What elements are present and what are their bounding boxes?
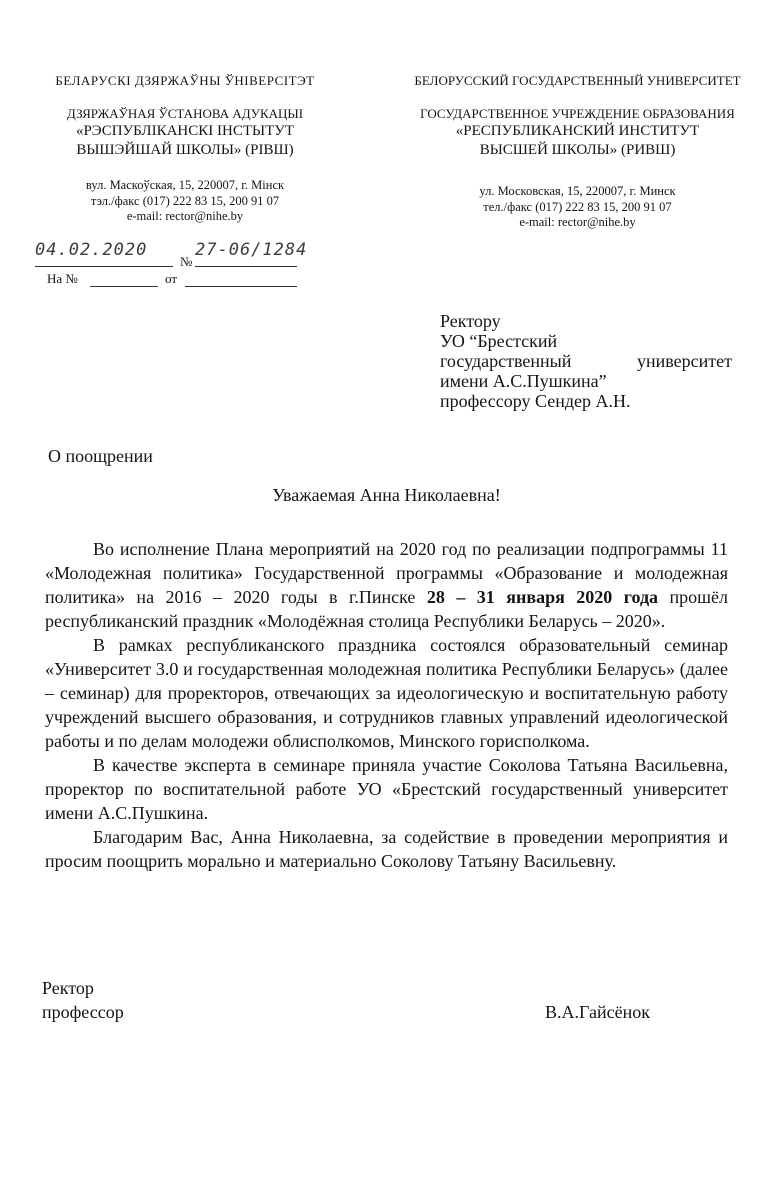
- body-p1-text-b: прошёл республиканский праздник «Молодёжная столица Республики Беларусь – 2020».: [45, 587, 728, 631]
- header-ru-email: e-mail: rector@nihe.by: [519, 215, 636, 229]
- header-ru-university: БЕЛОРУССКИЙ ГОСУДАРСТВЕННЫЙ УНИВЕРСИТЕТ: [414, 73, 741, 88]
- registration-no-label: №: [180, 254, 193, 269]
- body-p1-date: 28 – 31 января 2020 года: [426, 587, 659, 607]
- body-paragraph-2: В рамках республиканского праздника состоялся образовательный семинар «Университет 3.0 и государственная молодежная политика Республики Беларусь» (далее – семинар) для проректоров, отвечающих за идеологическую и воспитательную работу учреждений высшего образования, и сотрудников главных управлений идеологической работы и по делам молодежи облисполкомов, Минского горисполкома.: [45, 635, 728, 751]
- header-by: [20, 72, 350, 225]
- registration-block: [35, 238, 335, 294]
- reference-label: На №: [47, 271, 78, 286]
- addressee-line-1: Ректору: [440, 311, 501, 331]
- addressee-line-5: профессору Сендер А.Н.: [440, 391, 631, 411]
- header-ru-institution-type: ГОСУДАРСТВЕННОЕ УЧРЕЖДЕНИЕ ОБРАЗОВАНИЯ: [420, 106, 735, 121]
- header-ru-phone: тел./факс (017) 222 83 15, 200 91 07: [483, 199, 672, 214]
- from-underline: [185, 286, 297, 287]
- body-p1-text-a: Во исполнение Плана мероприятий на 2020 год по реализации подпрограммы 11 «Молодежная политика» Государственной программы «Образование и молодежная политика» на 2016 – 2020 годы в г.Пинске: [45, 539, 728, 607]
- header-by-institution-type: ДЗЯРЖАЎНАЯ ЎСТАНОВА АДУКАЦЫІ: [66, 106, 304, 121]
- header-by-address: вул. Маскоўская, 15, 220007, г. Мінск: [85, 178, 285, 192]
- signature-title-1: Ректор: [42, 978, 94, 998]
- salutation: Уважаемая Анна Николаевна!: [272, 485, 501, 505]
- date-underline: [35, 266, 173, 267]
- header-ru: [395, 72, 760, 231]
- registration-date: 04.02.2020: [35, 240, 148, 260]
- header-by-institution-name-1: «РЭСПУБЛІКАНСКІ ІНСТЫТУТ: [75, 123, 295, 139]
- subject: О поощрении: [48, 446, 153, 466]
- addressee-line-4: имени А.С.Пушкина”: [440, 371, 607, 391]
- addressee-block: [440, 311, 732, 411]
- body-paragraph-4: Благодарим Вас, Анна Николаевна, за содействие в проведении мероприятия и просим поощрить морально и материально Соколову Татьяну Васильевну.: [45, 827, 728, 871]
- number-underline: [195, 266, 297, 267]
- header-ru-institution-name-1: «РЕСПУБЛИКАНСКИЙ ИНСТИТУТ: [455, 123, 700, 139]
- reference-underline: [90, 286, 158, 287]
- addressee-line-3: государственный университет: [440, 351, 732, 371]
- header-by-university: БЕЛАРУСКІ ДЗЯРЖАЎНЫ ЎНІВЕРСІТЭТ: [55, 73, 315, 88]
- letter-body: [45, 537, 728, 873]
- header-by-phone: тэл./факс (017) 222 83 15, 200 91 07: [90, 193, 280, 208]
- header-by-institution-name-2: ВЫШЭЙШАЙ ШКОЛЫ» (РІВШ): [76, 142, 294, 158]
- signature-name: В.А.Гайсёнок: [545, 1002, 650, 1022]
- registration-number: 27-06/1284: [195, 240, 308, 260]
- header-by-email: e-mail: rector@nihe.by: [126, 209, 244, 223]
- body-paragraph-3: В качестве эксперта в семинаре приняла участие Соколова Татьяна Васильевна, проректор по воспитательной работе УО «Брестский государственный университет имени А.С.Пушкина.: [45, 755, 728, 823]
- header-ru-address: ул. Московская, 15, 220007, г. Минск: [479, 184, 676, 198]
- from-label: от: [165, 271, 178, 286]
- body-paragraph-1: [45, 537, 728, 633]
- addressee-line-2: УО “Брестский: [440, 331, 558, 351]
- header-ru-institution-name-2: ВЫСШЕЙ ШКОЛЫ» (РИВШ): [479, 142, 676, 158]
- signature-title-2: профессор: [42, 1002, 124, 1022]
